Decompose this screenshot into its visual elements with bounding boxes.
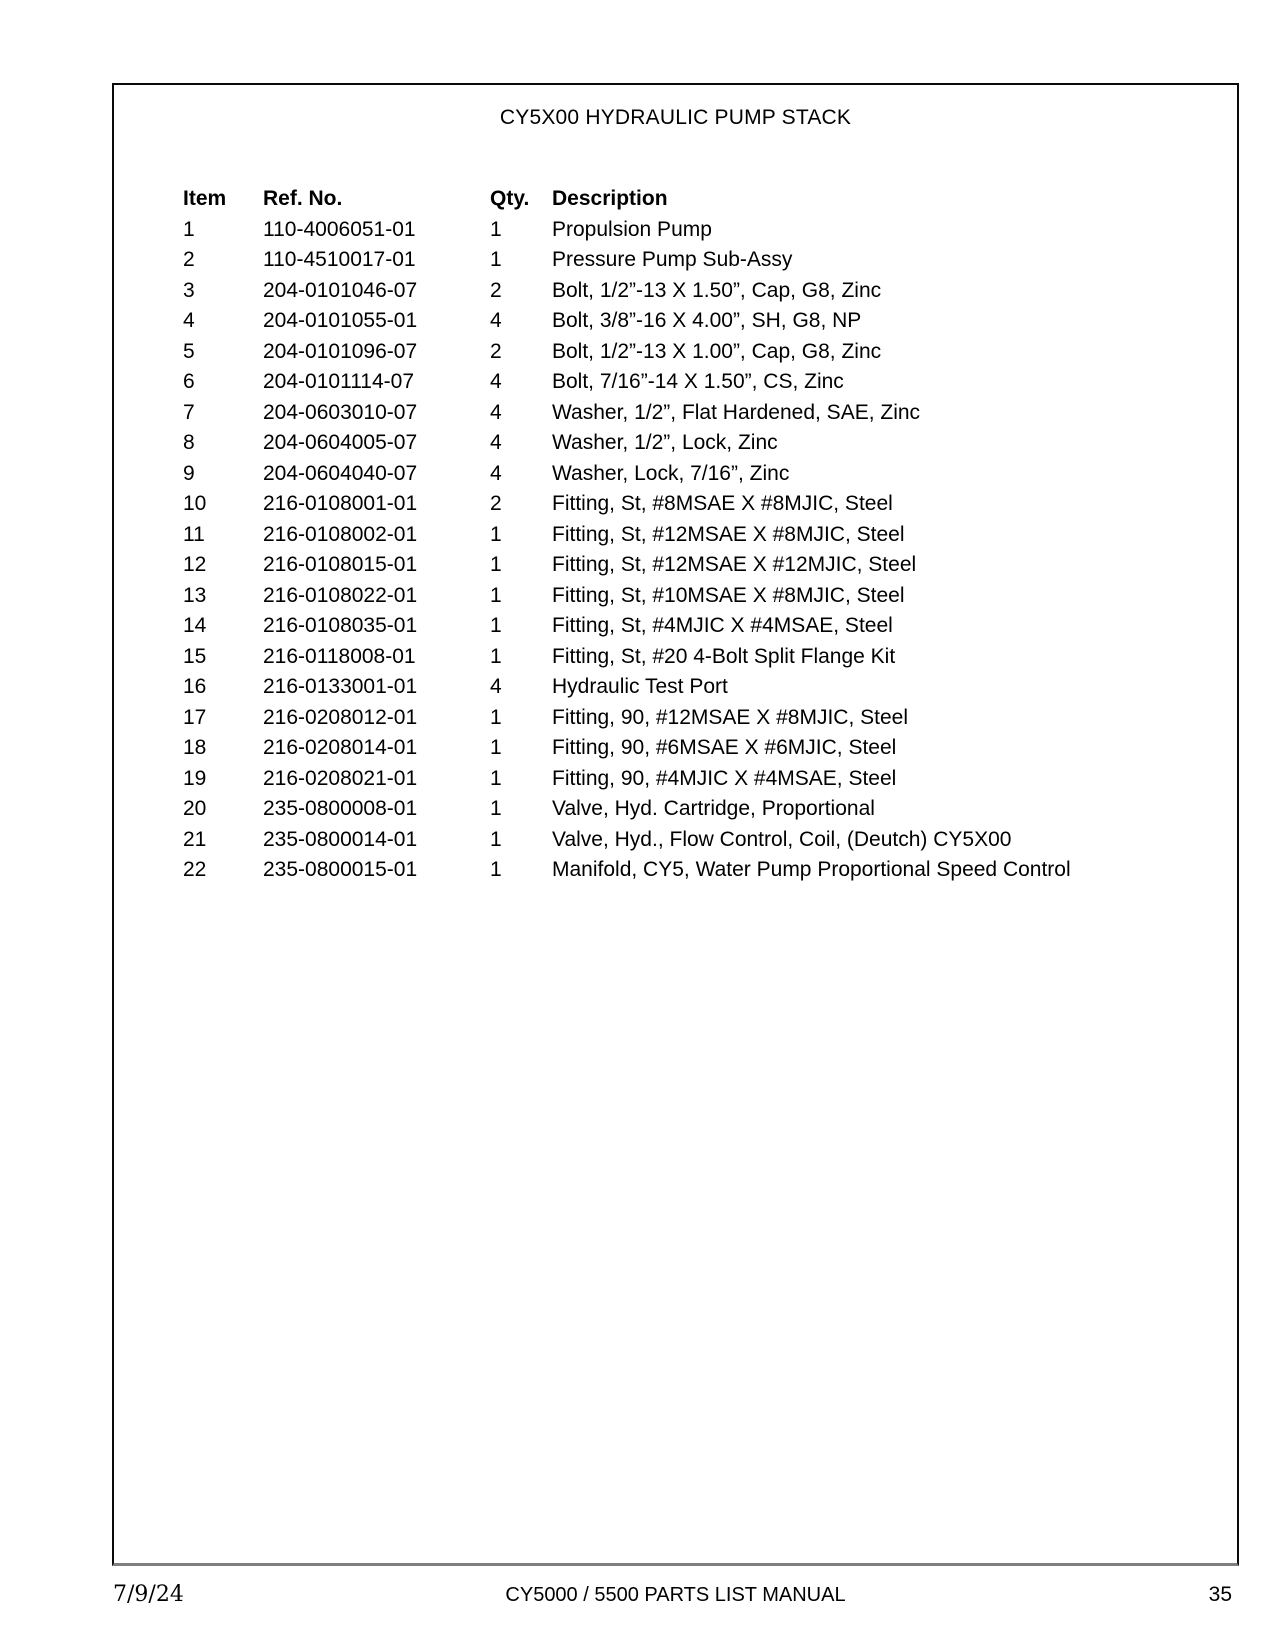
item-cell: 14 xyxy=(183,614,207,637)
description-cell: Fitting, St, #20 4-Bolt Split Flange Kit xyxy=(552,644,896,668)
parts-table-header xyxy=(183,184,1071,215)
item-cell: 4 xyxy=(183,309,195,332)
ref-no-cell: 235-0800015-01 xyxy=(263,858,418,881)
ref-no-cell: 204-0604040-07 xyxy=(263,461,418,485)
parts-table xyxy=(183,184,1071,886)
footer xyxy=(112,1582,1239,1612)
ref-no-cell: 235-0800008-01 xyxy=(263,797,418,820)
table-row xyxy=(183,733,1071,764)
qty-cell: 1 xyxy=(490,766,502,790)
ref-no-cell: 110-4006051-01 xyxy=(263,217,416,241)
item-cell: 1 xyxy=(183,217,195,241)
item-cell: 17 xyxy=(183,705,207,729)
qty-cell: 4 xyxy=(490,675,502,698)
table-row xyxy=(183,489,1071,520)
header-row xyxy=(183,184,1071,215)
ref-no-cell: 216-0133001-01 xyxy=(263,675,418,698)
qty-cell: 1 xyxy=(490,644,502,668)
qty-cell: 1 xyxy=(490,553,502,576)
description-cell: Fitting, St, #12MSAE X #8MJIC, Steel xyxy=(552,522,905,546)
parts-table-body xyxy=(183,215,1071,886)
table-row xyxy=(183,276,1071,307)
table-row xyxy=(183,428,1071,459)
qty-cell: 1 xyxy=(490,858,502,881)
table-row xyxy=(183,764,1071,795)
description-cell: Fitting, St, #8MSAE X #8MJIC, Steel xyxy=(552,492,893,515)
column-header-qty: Qty. xyxy=(490,187,530,210)
ref-no-cell: 216-0208014-01 xyxy=(263,736,418,759)
ref-no-cell: 216-0108002-01 xyxy=(263,522,418,546)
description-cell: Bolt, 3/8”-16 X 4.00”, SH, G8, NP xyxy=(552,309,862,332)
item-cell: 8 xyxy=(183,431,195,454)
item-cell: 20 xyxy=(183,797,207,820)
qty-cell: 1 xyxy=(490,614,502,637)
qty-cell: 1 xyxy=(490,217,502,241)
table-row xyxy=(183,703,1071,734)
item-cell: 7 xyxy=(183,400,195,424)
table-row xyxy=(183,611,1071,642)
table-row xyxy=(183,306,1071,337)
column-header-item: Item xyxy=(183,187,227,210)
item-cell: 15 xyxy=(183,644,207,668)
item-cell: 19 xyxy=(183,766,207,790)
table-row xyxy=(183,642,1071,673)
item-cell: 5 xyxy=(183,339,195,363)
description-cell: Bolt, 7/16”-14 X 1.50”, CS, Zinc xyxy=(552,370,844,393)
ref-no-cell: 110-4510017-01 xyxy=(263,248,416,271)
description-cell: Washer, Lock, 7/16”, Zinc xyxy=(552,461,790,485)
table-row xyxy=(183,550,1071,581)
item-cell: 10 xyxy=(183,492,207,515)
table-row xyxy=(183,520,1071,551)
description-cell: Fitting, St, #4MJIC X #4MSAE, Steel xyxy=(552,614,893,637)
item-cell: 22 xyxy=(183,858,207,881)
description-cell: Washer, 1/2”, Flat Hardened, SAE, Zinc xyxy=(552,400,921,424)
description-cell: Bolt, 1/2”-13 X 1.50”, Cap, G8, Zinc xyxy=(552,278,882,302)
ref-no-cell: 204-0101114-07 xyxy=(263,370,415,393)
footer-page-number: 35 xyxy=(1208,1583,1232,1606)
table-row xyxy=(183,672,1071,703)
ref-no-cell: 216-0108035-01 xyxy=(263,614,418,637)
item-cell: 11 xyxy=(183,522,205,546)
table-row xyxy=(183,398,1071,429)
description-cell: Valve, Hyd., Flow Control, Coil, (Deutch) CY5X00 xyxy=(552,827,1012,851)
qty-cell: 1 xyxy=(490,522,502,546)
qty-cell: 1 xyxy=(490,248,502,271)
ref-no-cell: 204-0604005-07 xyxy=(263,431,418,454)
description-cell: Hydraulic Test Port xyxy=(552,675,728,698)
item-cell: 13 xyxy=(183,583,207,607)
item-cell: 6 xyxy=(183,370,195,393)
item-cell: 3 xyxy=(183,278,195,302)
page-title: CY5X00 HYDRAULIC PUMP STACK xyxy=(499,106,852,129)
description-cell: Fitting, St, #12MSAE X #12MJIC, Steel xyxy=(552,553,917,576)
qty-cell: 1 xyxy=(490,827,502,851)
qty-cell: 2 xyxy=(490,339,502,363)
ref-no-cell: 216-0108015-01 xyxy=(263,553,418,576)
description-cell: Propulsion Pump xyxy=(552,217,712,241)
table-row xyxy=(183,581,1071,612)
item-cell: 2 xyxy=(183,248,195,271)
table-row xyxy=(183,245,1071,276)
qty-cell: 1 xyxy=(490,705,502,729)
description-cell: Manifold, CY5, Water Pump Proportional Speed Control xyxy=(552,858,1071,881)
description-cell: Pressure Pump Sub-Assy xyxy=(552,248,793,271)
column-header-ref-no: Ref. No. xyxy=(263,187,343,210)
item-cell: 12 xyxy=(183,553,207,576)
qty-cell: 1 xyxy=(490,797,502,820)
description-cell: Washer, 1/2”, Lock, Zinc xyxy=(552,431,778,454)
ref-no-cell: 204-0101046-07 xyxy=(263,278,418,302)
ref-no-cell: 216-0118008-01 xyxy=(263,644,416,668)
table-row xyxy=(183,825,1071,856)
table-row xyxy=(183,794,1071,825)
qty-cell: 1 xyxy=(490,583,502,607)
item-cell: 16 xyxy=(183,675,207,698)
table-row xyxy=(183,337,1071,368)
ref-no-cell: 216-0208012-01 xyxy=(263,705,418,729)
column-header-description: Description xyxy=(552,187,668,210)
description-cell: Bolt, 1/2”-13 X 1.00”, Cap, G8, Zinc xyxy=(552,339,882,363)
table-row xyxy=(183,459,1071,490)
ref-no-cell: 216-0108022-01 xyxy=(263,583,418,607)
page-border xyxy=(112,83,1239,1566)
qty-cell: 4 xyxy=(490,400,502,424)
qty-cell: 4 xyxy=(490,309,502,332)
table-row xyxy=(183,855,1071,886)
qty-cell: 1 xyxy=(490,736,502,759)
item-cell: 21 xyxy=(183,827,207,851)
item-cell: 9 xyxy=(183,461,195,485)
description-cell: Fitting, St, #10MSAE X #8MJIC, Steel xyxy=(552,583,905,607)
ref-no-cell: 204-0101096-07 xyxy=(263,339,418,363)
qty-cell: 2 xyxy=(490,278,502,302)
qty-cell: 2 xyxy=(490,492,502,515)
ref-no-cell: 216-0108001-01 xyxy=(263,492,418,515)
ref-no-cell: 216-0208021-01 xyxy=(263,766,418,790)
table-row xyxy=(183,367,1071,398)
description-cell: Fitting, 90, #6MSAE X #6MJIC, Steel xyxy=(552,736,897,759)
ref-no-cell: 204-0603010-07 xyxy=(263,400,418,424)
description-cell: Valve, Hyd. Cartridge, Proportional xyxy=(552,797,875,820)
footer-date: 7/9/24 xyxy=(113,1582,184,1607)
qty-cell: 4 xyxy=(490,370,502,393)
ref-no-cell: 235-0800014-01 xyxy=(263,827,418,851)
footer-manual-title: CY5000 / 5500 PARTS LIST MANUAL xyxy=(505,1584,846,1606)
item-cell: 18 xyxy=(183,736,207,759)
qty-cell: 4 xyxy=(490,461,502,485)
ref-no-cell: 204-0101055-01 xyxy=(263,309,418,332)
table-row xyxy=(183,215,1071,246)
qty-cell: 4 xyxy=(490,431,502,454)
description-cell: Fitting, 90, #4MJIC X #4MSAE, Steel xyxy=(552,766,897,790)
description-cell: Fitting, 90, #12MSAE X #8MJIC, Steel xyxy=(552,705,908,729)
